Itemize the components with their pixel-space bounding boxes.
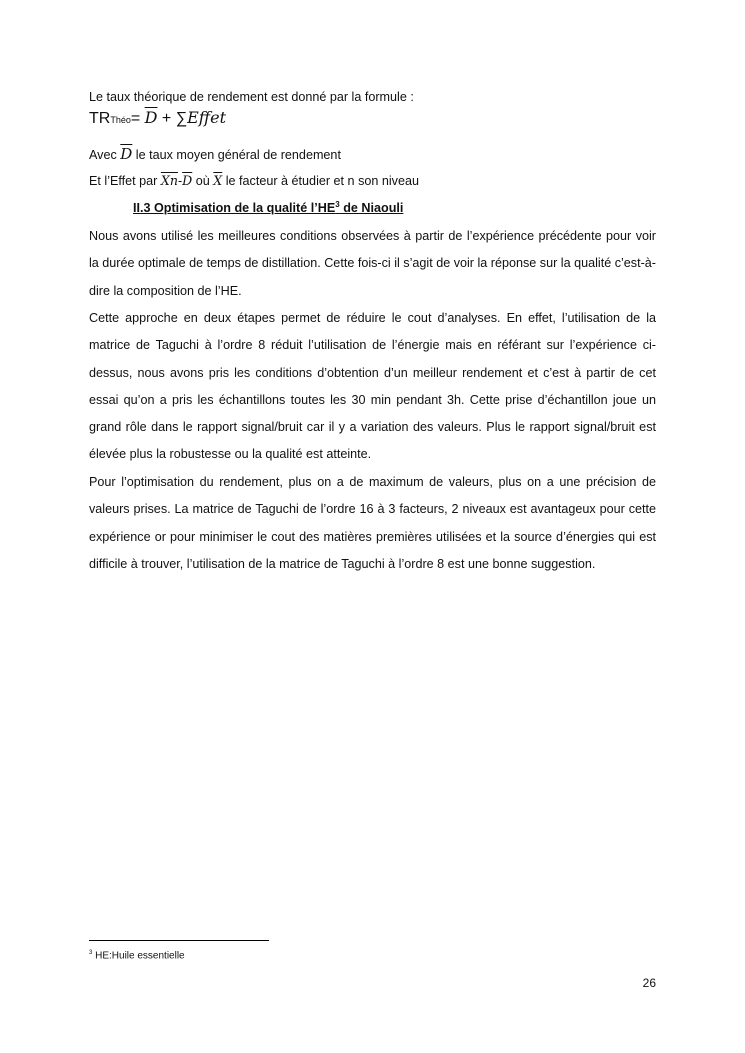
avec-prefix: Avec (89, 148, 121, 162)
effet-xn-bar: $\overline{Xn}$ (160, 173, 178, 188)
effet-ou: où (192, 174, 214, 188)
paragraph-3: Pour l’optimisation du rendement, plus on a de maximum de valeurs, plus on a une précision de valeurs prises. La matrice de Taguchi de l’ordre 16 à 3 facteurs, 2 niveaux est avantageux pour cette expérience or pour minimiser le cout des matières premières utilisées et la source d’énergies qui est difficile à trouver, l’utilisation de la matrice de Taguchi à l’ordre 8 est une bonne suggestion. (89, 475, 656, 571)
footnote-text: HE:Huile essentielle (92, 950, 185, 962)
paragraph-2: Cette approche en deux étapes permet de réduire le cout d’analyses. En effet, l’utilisation de la matrice de Taguchi à l’ordre 8 réduit l’utilisation de l’énergie mais en référant sur l’expérience ci-dessus, nous avons pris les conditions d’obtention d’un meilleur rendement et c’est à partir de cet essai qu’on a pris les échantillons toutes les 30 min pendant 3h. Cette prise d’échantillon joue un grand rôle dans le rapport signal/bruit car il y a variation des valeurs. Plus le rapport signal/bruit est élevée plus la robustesse ou la qualité est atteinte. (89, 311, 656, 462)
formula-d-bar: $\overline{D}$ (144, 108, 158, 127)
footnote (89, 950, 185, 961)
formula-equals: = (130, 110, 145, 127)
formula-subscript: Théo (110, 115, 131, 125)
formula-plus-sum: + ∑ (157, 110, 188, 127)
effet-suffix: le facteur à étudier et n son niveau (222, 174, 419, 188)
avec-line (89, 145, 341, 163)
effet-dash: - (177, 174, 183, 188)
avec-suffix: le taux moyen général de rendement (132, 148, 341, 162)
effet-d-bar: $\overline{D}$ (182, 173, 193, 188)
section-heading-text: II.3 Optimisation de la qualité l’HE (133, 201, 336, 216)
effet-x-bar: $\overline{X}$ (213, 173, 223, 188)
footnote-separator (89, 940, 269, 941)
formula-tr: TR (89, 110, 111, 127)
section-heading-tail: de Niaouli (339, 201, 404, 216)
section-heading (133, 200, 403, 215)
yield-formula (89, 108, 226, 128)
paragraph-1: Nous avons utilisé les meilleures conditions observées à partir de l’expérience précédente pour voir la durée optimale de temps de distillation. Cette fois-ci il s’agit de voir la réponse sur la qualité c’est-à-dire la composition de l’HE. (89, 229, 656, 298)
avec-d-bar: $\overline{D}$ (120, 145, 133, 163)
formula-effet: Effet (187, 108, 227, 127)
effet-prefix: Et l’Effet par (89, 174, 161, 188)
effet-line (89, 173, 419, 188)
footnote-reference: 3 (335, 200, 340, 209)
intro-line: Le taux théorique de rendement est donné par la formule : (89, 90, 414, 104)
footnote-number: 3 (89, 950, 93, 956)
page-number: 26 (642, 976, 656, 990)
